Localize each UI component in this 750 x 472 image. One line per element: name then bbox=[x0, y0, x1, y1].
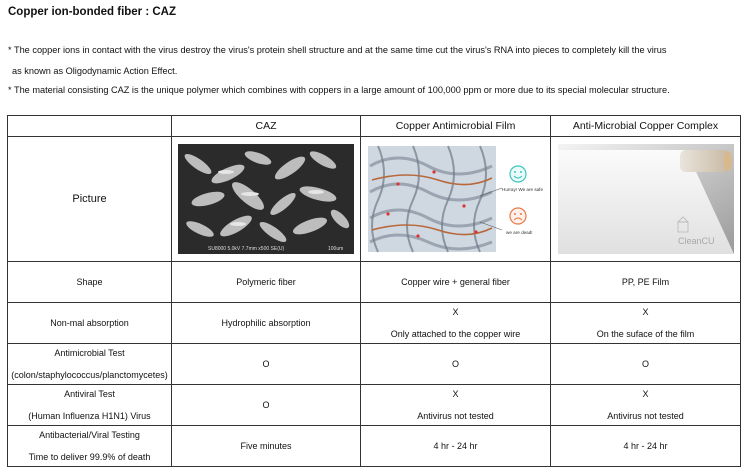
picture-caz-cell bbox=[172, 137, 361, 262]
copper-complex-film-image bbox=[558, 144, 734, 254]
table-row bbox=[8, 303, 741, 344]
note-oligodynamic: as known as Oligodynamic Action Effect. bbox=[12, 66, 178, 76]
header-copper-complex: Anti-Microbial Copper Complex bbox=[551, 116, 741, 137]
cell-caz-antimicrobial: O bbox=[172, 344, 361, 385]
table-row bbox=[8, 385, 741, 426]
header-copper-film: Copper Antimicrobial Film bbox=[361, 116, 551, 137]
header-blank bbox=[8, 116, 172, 137]
row-label-absorption: Non-mal absorption bbox=[8, 303, 172, 344]
row-label-shape: Shape bbox=[8, 262, 172, 303]
cell-film-shape: Copper wire + general fiber bbox=[361, 262, 551, 303]
page-title: Copper ion-bonded fiber : CAZ bbox=[8, 6, 177, 18]
bubble-sad-text: we are dead! bbox=[505, 230, 533, 235]
row-label-picture: Picture bbox=[8, 137, 172, 262]
copper-film-image bbox=[368, 144, 544, 254]
table-row bbox=[8, 344, 741, 385]
table-row bbox=[8, 262, 741, 303]
row-label-testing-time: Antibacterial/Viral Testing Time to deliver 99.9% of death bbox=[8, 426, 172, 467]
cell-film-testing-time: 4 hr - 24 hr bbox=[361, 426, 551, 467]
row-label-antimicrobial: Antimicrobial Test (colon/staphylococcus/planctomycetes) bbox=[8, 344, 172, 385]
note-copper-ions: * The copper ions in contact with the virus destroy the virus's protein shell structure and at the same time cut the virus's RNA into pieces to completely kill the virus bbox=[8, 45, 667, 55]
header-caz: CAZ bbox=[172, 116, 361, 137]
caz-sem-image bbox=[178, 144, 354, 254]
cell-caz-shape: Polymeric fiber bbox=[172, 262, 361, 303]
picture-film-cell bbox=[361, 137, 551, 262]
cell-film-absorption: X Only attached to the copper wire bbox=[361, 303, 551, 344]
note-material: * The material consisting CAZ is the unique polymer which combines with coppers in a large amount of 100,000 ppm or more due to its special molecular structure. bbox=[8, 85, 670, 95]
comparison-table bbox=[7, 115, 741, 467]
picture-complex-cell bbox=[551, 137, 741, 262]
cell-complex-testing-time: 4 hr - 24 hr bbox=[551, 426, 741, 467]
cell-complex-shape: PP, PE Film bbox=[551, 262, 741, 303]
header-row bbox=[8, 116, 741, 137]
cell-caz-absorption: Hydrophilic absorption bbox=[172, 303, 361, 344]
sem-scale: 100um bbox=[328, 246, 344, 252]
cell-caz-antiviral: O bbox=[172, 385, 361, 426]
cell-film-antiviral: X Antivirus not tested bbox=[361, 385, 551, 426]
cell-complex-antimicrobial: O bbox=[551, 344, 741, 385]
sem-caption: SU8000 5.0kV 7.7mm x500 SE(U) bbox=[208, 246, 285, 252]
cell-caz-testing-time: Five minutes bbox=[172, 426, 361, 467]
cell-complex-absorption: X On the suface of the film bbox=[551, 303, 741, 344]
row-label-antiviral: Antiviral Test (Human Influenza H1N1) Virus bbox=[8, 385, 172, 426]
bubble-happy-text: Hurray! We are safe bbox=[501, 187, 543, 192]
table-row bbox=[8, 426, 741, 467]
cleancu-logo-text: CleanCU bbox=[677, 236, 715, 246]
cell-film-antimicrobial: O bbox=[361, 344, 551, 385]
cell-complex-antiviral: X Antivirus not tested bbox=[551, 385, 741, 426]
picture-row bbox=[8, 137, 741, 262]
